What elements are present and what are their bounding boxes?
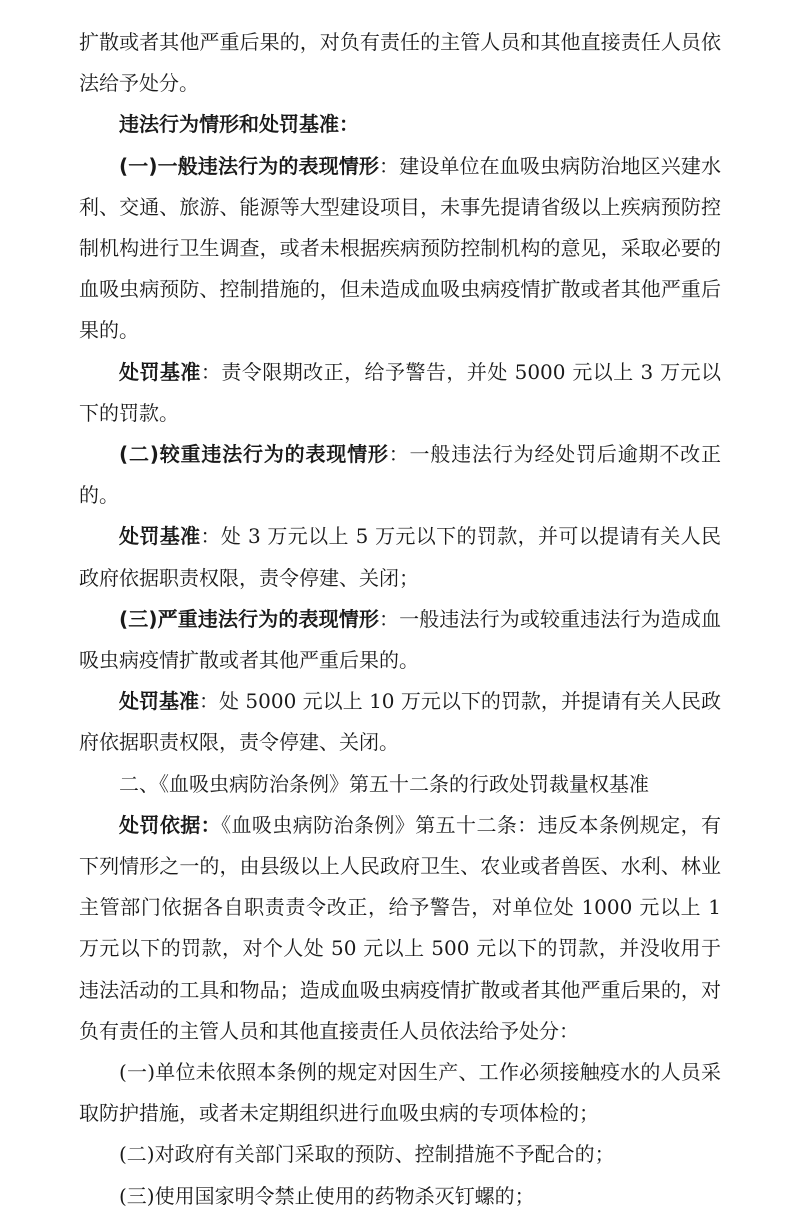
text-general-violation: ：建设单位在血吸虫病防治地区兴建水利、交通、旅游、能源等大型建设项目，未事先提请省级以上疾病预防控制机构进行卫生调查，或者未根据疾病预防控制机构的意见，采取必要的血吸虫病预防、控制措施的，但未造成血吸虫病疫情扩散或者其他严重后果的。 [79, 153, 722, 343]
label-serious-violation: (二)较重违法行为的表现情形 [119, 442, 389, 467]
list-item-2: (二)对政府有关部门采取的预防、控制措施不予配合的； [119, 1142, 615, 1167]
paragraph-penalty-standard-1 [79, 352, 721, 434]
paragraph-penalty-basis [79, 805, 721, 1052]
paragraph-continuation: 扩散或者其他严重后果的，对负有责任的主管人员和其他直接责任人员依法给予处分。 [79, 30, 721, 96]
section-heading-violations: 违法行为情形和处罚基准： [119, 112, 359, 137]
paragraph-general-violation [79, 146, 721, 352]
paragraph-penalty-standard-3 [79, 681, 721, 763]
text-penalty-standard-3: ：处 5000 元以上 10 万元以下的罚款，并提请有关人民政府依据职责权限，责令停建、关闭。 [79, 689, 721, 755]
label-severe-violation: (三)严重违法行为的表现情形 [119, 606, 380, 631]
label-general-violation: (一)一般违法行为的表现情形 [119, 153, 380, 178]
text-serious-violation: ：一般违法行为经处罚后逾期不改正的。 [79, 442, 722, 508]
list-item-1: (一)单位未依照本条例的规定对因生产、工作必须接触疫水的人员采取防护措施，或者未定期组织进行血吸虫病的专项体检的； [79, 1060, 721, 1126]
text-penalty-standard-1: ：责令限期改正，给予警告，并处 5000 元以上 3 万元以下的罚款。 [79, 359, 722, 425]
paragraph-penalty-standard-2 [79, 516, 721, 598]
label-penalty-standard-1: 处罚基准 [119, 359, 201, 384]
list-item-3: (三)使用国家明令禁止使用的药物杀灭钉螺的； [119, 1183, 535, 1208]
label-penalty-standard-3: 处罚基准 [119, 689, 200, 714]
text-severe-violation: ：一般违法行为或较重违法行为造成血吸虫病疫情扩散或者其他严重后果的。 [79, 606, 722, 673]
text-penalty-standard-2: ：处 3 万元以上 5 万元以下的罚款，并可以提请有关人民政府依据职责权限，责令停建、关闭； [79, 524, 721, 590]
paragraph-serious-violation [79, 434, 721, 516]
label-penalty-standard-2: 处罚基准 [119, 524, 201, 549]
section-heading-article-52: 二、《血吸虫病防治条例》第五十二条的行政处罚裁量权基准 [119, 771, 649, 796]
text-penalty-basis: 《血吸虫病防治条例》第五十二条：违反本条例规定，有下列情形之一的，由县级以上人民政府卫生、农业或者兽医、水利、林业主管部门依据各自职责责令改正，给予警告，对单位处 1000 元以上 1 万元以下的罚款，对个人处 50 元以上 500 元以下的罚款，并没收用于违法活动的工具和物品；造成血吸虫病疫情扩散或者其他严重后果的，对负有责任的主管人员和其他直接责任人员依法给予处分： [79, 812, 722, 1043]
paragraph-severe-violation [79, 599, 721, 681]
label-penalty-basis: 处罚依据： [119, 812, 222, 837]
